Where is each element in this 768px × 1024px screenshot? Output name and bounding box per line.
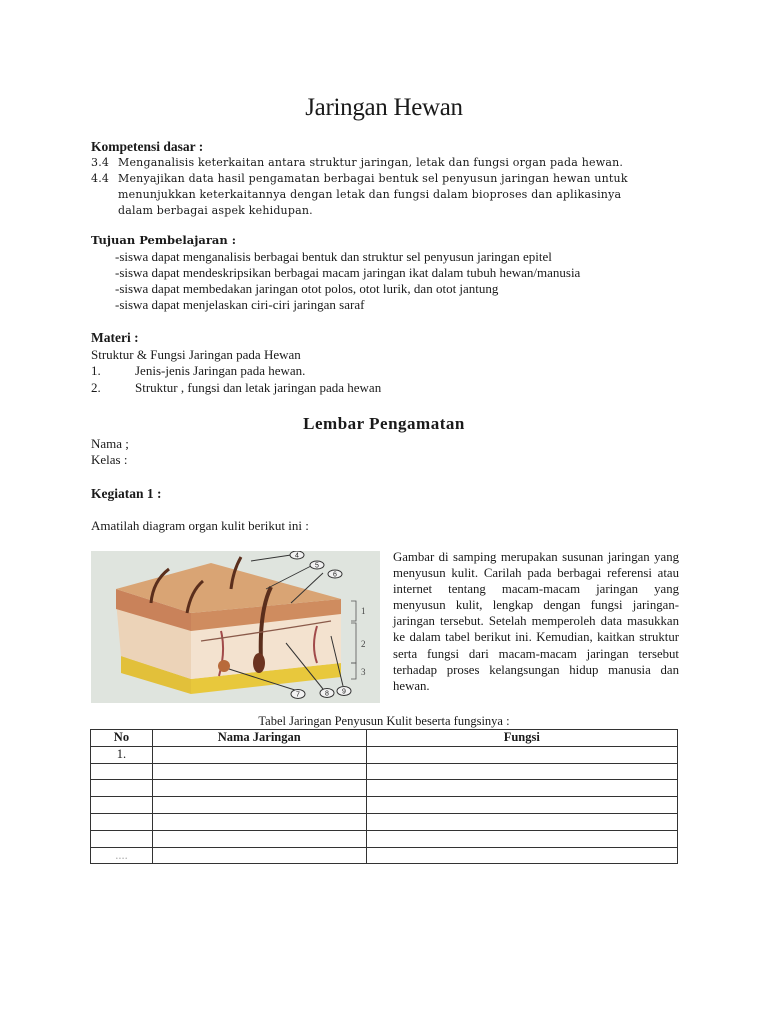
kompetensi-heading: Kompetensi dasar : xyxy=(91,139,204,154)
cell-nama-jaringan[interactable] xyxy=(152,813,366,830)
svg-text:4: 4 xyxy=(295,552,299,560)
materi-subtitle: Struktur & Fungsi Jaringan pada Hewan xyxy=(91,347,301,362)
tujuan-item-3: -siswa dapat membedakan jaringan otot polos, otot lurik, dan otot jantung xyxy=(115,281,499,296)
svg-text:5: 5 xyxy=(315,562,319,570)
kompetensi-number-2: 4.4 xyxy=(91,172,110,185)
cell-no: .... xyxy=(91,847,153,864)
cell-no xyxy=(91,813,153,830)
cell-no xyxy=(91,797,153,814)
cell-nama-jaringan[interactable] xyxy=(152,830,366,847)
header-nama-jaringan: Nama Jaringan xyxy=(152,730,366,747)
cell-nama-jaringan[interactable] xyxy=(152,763,366,780)
materi-item-2: Struktur , fungsi dan letak jaringan pada hewan xyxy=(135,380,382,395)
kegiatan-heading: Kegiatan 1 : xyxy=(91,486,162,501)
instruction-text: Amatilah diagram organ kulit berikut ini : xyxy=(91,518,309,533)
cell-nama-jaringan[interactable] xyxy=(152,797,366,814)
table-row xyxy=(91,797,678,814)
tujuan-item-2: -siswa dapat mendeskripsikan berbagai macam jaringan ikat dalam tubuh hewan/manusia xyxy=(115,265,581,280)
cell-fungsi[interactable] xyxy=(366,780,677,797)
cell-nama-jaringan[interactable] xyxy=(152,847,366,864)
table-row xyxy=(91,746,678,763)
header-fungsi: Fungsi xyxy=(366,730,677,747)
svg-text:9: 9 xyxy=(342,688,346,696)
table-row xyxy=(91,763,678,780)
cell-fungsi[interactable] xyxy=(366,830,677,847)
table-caption: Tabel Jaringan Penyusun Kulit beserta fungsinya : xyxy=(258,714,510,728)
svg-text:8: 8 xyxy=(325,690,329,698)
kompetensi-text-1: Menganalisis keterkaitan antara struktur jaringan, letak dan fungsi organ pada hewan. xyxy=(118,156,624,169)
table-row xyxy=(91,780,678,797)
tujuan-item-1: -siswa dapat menganalisis berbagai bentuk dan struktur sel penyusun jaringan epitel xyxy=(115,249,552,264)
skin-diagram-image xyxy=(91,551,380,703)
kompetensi-text-2-line-1: Menyajikan data hasil pengamatan berbagai bentuk sel penyusun jaringan hewan untuk xyxy=(118,172,628,185)
cell-no: 1. xyxy=(91,746,153,763)
observation-table xyxy=(90,729,678,864)
cell-fungsi[interactable] xyxy=(366,797,677,814)
table-row xyxy=(91,813,678,830)
kompetensi-text-2-line-3: dalam berbagai aspek kehidupan. xyxy=(118,204,313,217)
cell-nama-jaringan[interactable] xyxy=(152,780,366,797)
instruction-paragraph: Gambar di samping merupakan susunan jaringan yang menyusun kulit. Carilah pada berbagai referensi atau internet tentang macam-macam jaringan yang menyusun kulit, lengkap dengan fungsi jaringan-jaringan tersebut. Setelah memperoleh data masukkan ke dalam tabel berikut ini. Kemudian, kaitkan struktur serta fungsi dari macam-macam jaringan tersebut terhadap proses kelangsungan hidup manusia dan hewan. xyxy=(393,550,679,693)
table-row xyxy=(91,830,678,847)
materi-heading: Materi : xyxy=(91,330,139,345)
materi-item-1: Jenis-jenis Jaringan pada hewan. xyxy=(135,363,306,378)
cell-nama-jaringan[interactable] xyxy=(152,746,366,763)
tujuan-heading: Tujuan Pembelajaran : xyxy=(91,233,236,247)
lembar-title: Lembar Pengamatan xyxy=(303,414,465,433)
svg-text:2: 2 xyxy=(361,639,366,649)
svg-text:6: 6 xyxy=(333,571,337,579)
materi-number-1: 1. xyxy=(91,363,101,378)
svg-text:3: 3 xyxy=(361,667,366,677)
materi-number-2: 2. xyxy=(91,380,101,395)
svg-text:7: 7 xyxy=(296,691,300,699)
header-no: No xyxy=(91,730,153,747)
tujuan-item-4: -siswa dapat menjelaskan ciri-ciri jaringan saraf xyxy=(115,297,365,312)
kompetensi-text-2-line-2: menunjukkan keterkaitannya dengan letak dan fungsi dalam bioproses dan aplikasinya xyxy=(118,188,622,201)
cell-fungsi[interactable] xyxy=(366,813,677,830)
cell-fungsi[interactable] xyxy=(366,746,677,763)
page-title: Jaringan Hewan xyxy=(305,94,463,121)
kelas-label: Kelas : xyxy=(91,452,128,467)
svg-text:1: 1 xyxy=(361,606,366,616)
table-row xyxy=(91,847,678,864)
kompetensi-number-1: 3.4 xyxy=(91,156,110,169)
cell-no xyxy=(91,763,153,780)
cell-no xyxy=(91,780,153,797)
nama-label: Nama ; xyxy=(91,436,129,451)
cell-fungsi[interactable] xyxy=(366,763,677,780)
skin-diagram-illustration xyxy=(91,551,380,703)
table-header-row xyxy=(91,730,678,747)
cell-no xyxy=(91,830,153,847)
cell-fungsi[interactable] xyxy=(366,847,677,864)
